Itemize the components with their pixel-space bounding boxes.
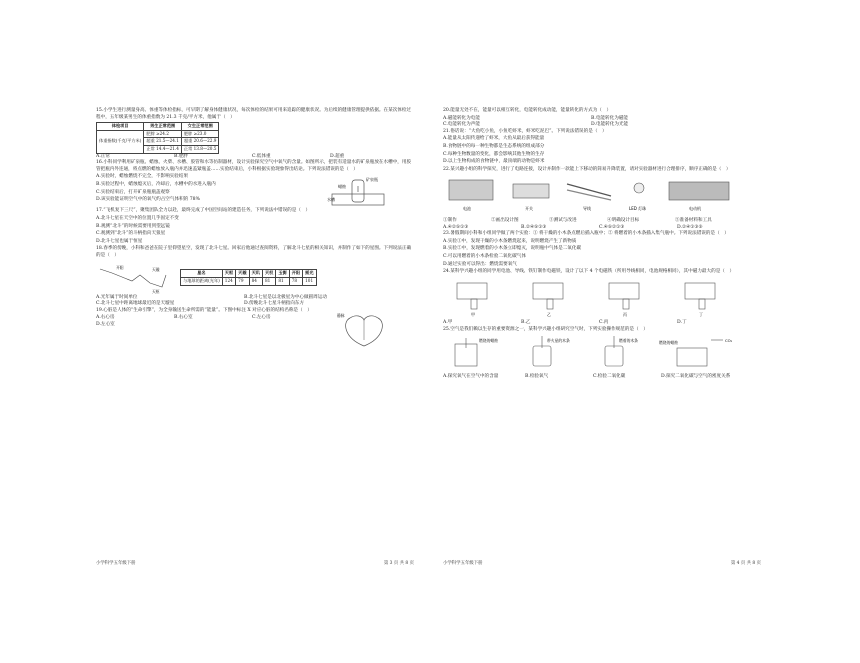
page-footer — [96, 561, 414, 568]
table-cell: 正常 14.4—21.4 — [144, 145, 182, 153]
option: C.丙 — [599, 320, 609, 326]
table-header: 星名 — [181, 270, 223, 278]
page-number: 第 4 页 共 8 页 — [730, 561, 761, 567]
table-cell: 正常 13.8—20.5 — [181, 145, 219, 153]
table-cell: 超重 21.5—24.1 — [144, 138, 182, 146]
q25-stem: 25.空气是我们赖以生存的重要资源之一，某科学兴趣小组研究空气时，下列实验操作规范的是（ ） — [443, 326, 648, 332]
option: C.观测到“北斗”的斗柄指向天狼星 — [96, 231, 166, 237]
table-cell: 肥胖 ≥23.0 — [181, 130, 219, 138]
option: D.探究二氧化碳与空气的密度关系 — [661, 374, 731, 380]
option: A.④②⑤①③ — [443, 224, 469, 230]
q17-stem: 17.“飞机复下三尺”，聚集团队全力以赴，最终完成了中国空间站的建造任务，下列说法中错误的是（ ） — [96, 208, 311, 214]
table-header: 男生正常范围 — [144, 123, 182, 131]
star-label: 天璇 — [152, 266, 160, 272]
option: B.右心室 — [174, 315, 193, 321]
table-header: 女生正常范围 — [181, 123, 219, 131]
q23-stem: 23.暑假期间小科和小组同学做了两个实验：① 将干燥的小木条点燃后插入瓶中；② 将燃着的小木条插入集气瓶中。下列说法错误的是（ ） — [443, 231, 729, 237]
option: A.实验时，蜡烛燃烧不完全，不影响实验结果 — [96, 174, 189, 180]
fig-label: 静脉 — [337, 312, 345, 318]
step: ①制作 — [443, 217, 457, 223]
option: B.食物链中的每一种生物都是生态系统的组成部分 — [443, 143, 545, 149]
table-row-label: 与地球的距离(光年) — [181, 278, 223, 286]
fig-label: 蜡烛 — [338, 184, 346, 190]
q25-options — [443, 374, 761, 381]
option: A.磁能转化为电能 — [443, 115, 480, 121]
table-cell: 81 — [276, 278, 289, 286]
option: B.电能转化为磁能 — [591, 115, 628, 121]
option: D.左心室 — [96, 321, 115, 327]
option: C.实验结束后，打开矿泉瓶瓶盖观察 — [96, 189, 170, 195]
fig-label: 矿泉瓶 — [366, 177, 378, 183]
question-24 — [443, 269, 761, 327]
q24-options — [443, 320, 761, 327]
option: C.检验二氧化碳 — [593, 374, 626, 380]
star-label: 开阳 — [116, 264, 124, 270]
option: A.正常 — [96, 153, 110, 159]
table-cell: 肥胖 ≥24.2 — [144, 130, 182, 138]
table-row-label: 体重指数(千克/平方米) — [97, 130, 144, 153]
table-cell: 124 — [222, 278, 235, 286]
q22-stem: 22.某兴趣小组的科学探究，进行了电路连接，设计并制作一款能上下移动的简易升降装置，请对实验器材进行合理排序，顺序正确的是（ ） — [443, 166, 731, 172]
option: B.实验过程中，蜡烛熄灭后，冷却后，水槽中的水进入瓶内 — [96, 181, 216, 187]
q20-stem: 20.能量无处不在，能量可以相互转化，电能转化成动能，能量转化的方式为（ ） — [443, 108, 612, 113]
option: D.北斗七星也属于恒星 — [96, 238, 143, 244]
table-header: 天玑 — [249, 270, 262, 278]
footer-title: 小学科学五年级下册 — [96, 561, 136, 567]
option: D.通过实验可以得出：燃烧需要氧气 — [443, 261, 517, 267]
fig-label: CO₂ — [725, 338, 733, 344]
table-cell: 79 — [236, 278, 249, 286]
option: C.左心房 — [252, 315, 271, 321]
item-label: 导线 — [583, 206, 591, 212]
option: A.右心房 — [96, 315, 115, 321]
option: C.每种生物数量的变化，都会影响其他生物的生存 — [443, 151, 545, 157]
q19-options — [96, 315, 336, 328]
option: B.实验②中，发现燃着的小木条立即熄灭，说明瓶中气体是二氧化碳 — [443, 246, 582, 252]
option: D.超重 — [330, 153, 345, 159]
star-distance-table — [180, 269, 317, 285]
table-header: 天璇 — [236, 270, 249, 278]
q18-options — [96, 295, 414, 308]
table-header: 摇光 — [303, 270, 316, 278]
question-16 — [96, 160, 414, 208]
materials-figure — [443, 174, 743, 214]
fig-label: 燃烧的蜡烛 — [479, 338, 498, 344]
step: ⑤准备材料和工具 — [675, 217, 712, 223]
footer-title: 小学科学五年级下册 — [443, 561, 483, 567]
option: A.光年属于时间单位 — [96, 294, 138, 300]
magnet-label: 甲 — [471, 311, 475, 317]
option: B.检验氧气 — [525, 374, 549, 380]
magnet-label: 丙 — [623, 311, 627, 317]
option: A.探究氧气在空气中的含量 — [443, 374, 499, 380]
option: C.低体重 — [252, 153, 271, 159]
option: A.甲 — [443, 320, 453, 326]
step: ②画出设计图 — [491, 217, 519, 223]
question-21 — [443, 129, 761, 166]
item-label: LED 灯珠 — [629, 206, 647, 212]
fig-label: 燃着的木条 — [619, 338, 638, 344]
step: ④明确设计目标 — [607, 217, 640, 223]
right-page — [443, 108, 761, 567]
bmi-table — [96, 122, 219, 153]
option: B.观测“北斗”的时候需要用到望远镜 — [96, 223, 170, 229]
question-25 — [443, 327, 761, 381]
option: D.以上生物构成的食物链中，最顶端的动物是虾米 — [443, 159, 545, 165]
option: D.该实验能证明空气中的氧气约占空气体积的 78% — [96, 197, 200, 203]
table-cell: 84 — [249, 278, 262, 286]
star-label: 天枢 — [152, 288, 160, 294]
page-number: 第 3 页 共 8 页 — [383, 561, 414, 567]
option: D.傍晚北斗七星斗柄指向东方 — [244, 301, 305, 307]
q16-stem: 16.小科同学利用矿泉瓶、蜡烛、火柴、水槽、胶管和水等仿制器材，设计实验探究空气中氧气的含量。如图所示，把装有适量水的矿泉瓶放在水槽中，用胶管把瓶内外连通，将点燃的蜡烛放入瓶内并迅速盖紧瓶盖……实验结束后，小科根据实验现象得出结论。下列说法错误的是（ ） — [96, 160, 412, 172]
question-23 — [443, 231, 761, 268]
q24-stem: 24.某科学兴趣小组的同学用电池、导线、铁钉制作电磁铁，设计了以下 4 个电磁铁（所用导线相同，电池规格相同），其中磁力最大的是（ ） — [443, 269, 735, 275]
option: C.电能转化为声能 — [443, 122, 480, 128]
electromagnet-figure — [443, 277, 743, 317]
table-header: 体检项目 — [97, 123, 144, 131]
option: A.北斗七星在天空中的位置几乎固定不变 — [96, 215, 179, 221]
q18-stem: 18.春季的傍晚，小科和爸爸在院子里仰望星空，发现了北斗七星。回家后他通过查阅资料，了解北斗七星的相关知识，并制作了如下的星图。下列说法正确的是（ ） — [96, 246, 412, 258]
table-cell: 101 — [303, 278, 316, 286]
q21-stem: 21.俗话说：“大鱼吃小鱼，小鱼吃虾米，虾米吃泥巴”。下列说法错误的是（ ） — [443, 128, 607, 134]
left-page — [96, 108, 414, 567]
item-label: 电动机 — [689, 206, 701, 212]
heart-figure — [336, 308, 392, 348]
table-header: 天枢 — [222, 270, 235, 278]
table-header: 玉衡 — [276, 270, 289, 278]
page-footer — [443, 561, 761, 568]
candle-experiment-figure — [326, 174, 396, 208]
table-header: 开阳 — [289, 270, 302, 278]
table-header: 天权 — [262, 270, 275, 278]
table-cell: 超重 20.6—22.9 — [181, 138, 219, 146]
option: C.④⑤②①③ — [599, 224, 625, 230]
fig-label: 燃烧的蜡烛 — [659, 340, 678, 346]
q15-stem: 15.小学生进行测量身高、体重等体检指标，可早期了解身体健康状况，每次体检的结果可用来追踪的健康状况。为后续的健康管理提供依据。在某次体检过程中，五年级某男生的体重指数为 21.3 千克/平方米，他属于（ ） — [96, 108, 412, 120]
air-experiments-figure — [443, 334, 743, 370]
option: B.北斗七星是以北极星为中心做圆周运动 — [244, 294, 327, 300]
option: D.电能转化为光能 — [591, 122, 629, 128]
option: C.可以用燃着的小木条检验二氧化碳气体 — [443, 253, 526, 259]
magnet-label: 丁 — [699, 311, 703, 317]
option: D.丁 — [677, 320, 687, 326]
q19-stem: 19.心脏是人体的“生命引擎”，为全身输送生命所需的“能量”。下图中标注 X 对应心脏的结构名称是（ ） — [96, 307, 312, 313]
question-22 — [443, 167, 761, 231]
fig-label: 带火星的木条 — [547, 338, 570, 344]
fig-label: 水槽 — [327, 197, 335, 203]
table-cell: 78 — [289, 278, 302, 286]
q22-steps — [443, 218, 761, 225]
option: A.能量从太阳传递给了虾米，大鱼从最后获得能量 — [443, 136, 545, 142]
table-cell: 81 — [262, 278, 275, 286]
question-20 — [443, 108, 761, 129]
item-label: 开关 — [525, 206, 533, 212]
question-15 — [96, 108, 414, 160]
question-19 — [96, 308, 414, 348]
option: B.乙 — [521, 320, 531, 326]
step: ③测试与改进 — [549, 217, 577, 223]
big-dipper-map — [96, 261, 174, 295]
magnet-label: 乙 — [547, 311, 551, 317]
option: A.实验①中，发现干燥的小木条燃烧起来，说明燃烧产生了新物质 — [443, 238, 577, 244]
q20-options — [443, 116, 761, 129]
option: C.北斗七星中距离地球最近的是天璇星 — [96, 301, 175, 307]
item-label: 电池 — [463, 206, 471, 212]
option: D.②④①③⑤ — [677, 224, 703, 230]
option: B.②④⑤①③ — [521, 224, 547, 230]
question-17 — [96, 208, 414, 245]
question-18 — [96, 246, 414, 307]
option: B.肥胖 — [174, 153, 189, 159]
